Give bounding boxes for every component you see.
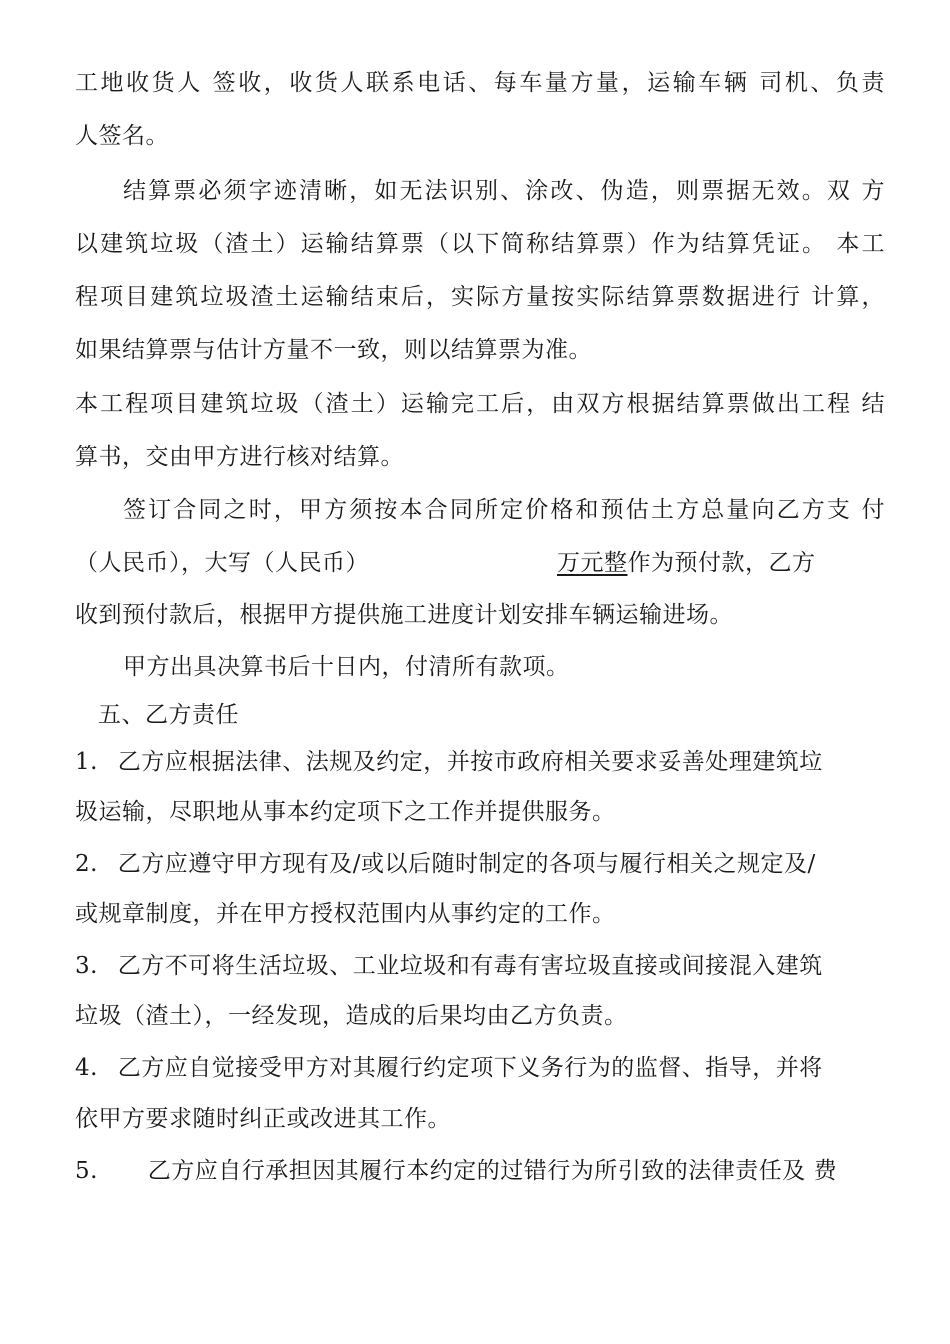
item-number: 4. bbox=[75, 1055, 98, 1081]
paragraph-line: 工地收货人 签收，收货人联系电话、每车量方量，运输车辆 司机、负责 bbox=[75, 70, 885, 96]
paragraph-line: 算书，交由甲方进行核对结算。 bbox=[75, 444, 404, 470]
item-text: 乙方应自觉接受甲方对其履行约定项下义务行为的监督、指导，并将 bbox=[117, 1055, 823, 1081]
item-number: 2. bbox=[75, 851, 98, 877]
list-item bbox=[75, 951, 855, 981]
paragraph-line: 以建筑垃圾（渣土）运输结算票（以下简称结算票）作为结算凭证。 本工 bbox=[75, 231, 885, 257]
paragraph-line: 签订合同之时，甲方须按本合同所定价格和预估土方总量向乙方支 付 bbox=[123, 497, 885, 523]
paragraph-line: 本工程项目建筑垃圾（渣土）运输完工后，由双方根据结算票做出工程 结 bbox=[75, 391, 885, 417]
list-item bbox=[75, 1156, 875, 1186]
list-item bbox=[75, 747, 855, 777]
item-number: 3. bbox=[75, 953, 98, 979]
item-text: 乙方应遵守甲方现有及/或以后随时制定的各项与履行相关之规定及/ bbox=[117, 851, 816, 877]
currency-label: （人民币），大写（人民币） bbox=[75, 550, 369, 576]
item-text: 乙方不可将生活垃圾、工业垃圾和有毒有害垃圾直接或间接混入建筑 bbox=[117, 953, 823, 979]
item-text: 乙方应自行承担因其履行本约定的过错行为所引致的法律责任及 费 bbox=[147, 1158, 838, 1184]
paragraph-line: 收到预付款后，根据甲方提供施工进度计划安排车辆运输进场。 bbox=[75, 602, 733, 628]
item-number: 5. bbox=[75, 1158, 98, 1184]
item-number: 1. bbox=[75, 749, 98, 775]
section-heading: 五、乙方责任 bbox=[98, 702, 239, 728]
amount-unit-underlined: 万元整 bbox=[557, 550, 628, 576]
list-item-continuation: 依甲方要求随时纠正或改进其工作。 bbox=[75, 1106, 451, 1132]
paragraph-line: 如果结算票与估计方量不一致，则以结算票为准。 bbox=[75, 337, 592, 363]
list-item-continuation: 垃圾（渣土），一经发现，造成的后果均由乙方负责。 bbox=[75, 1003, 628, 1029]
list-item bbox=[75, 1053, 855, 1083]
prepayment-text: 作为预付款，乙方 bbox=[627, 550, 816, 576]
paragraph-line: 程项目建筑垃圾渣土运输结束后，实际方量按实际结算票数据进行 计算， bbox=[75, 284, 885, 310]
list-item bbox=[75, 849, 855, 879]
paragraph-line: 人签名。 bbox=[75, 123, 169, 149]
paragraph-line: 甲方出具决算书后十日内，付清所有款项。 bbox=[123, 654, 570, 680]
paragraph-line bbox=[75, 548, 855, 578]
item-text: 乙方应根据法律、法规及约定，并按市政府相关要求妥善处理建筑垃 bbox=[117, 749, 823, 775]
paragraph-line: 结算票必须字迹清晰，如无法识别、涂改、伪造，则票据无效。双 方 bbox=[123, 178, 885, 204]
list-item-continuation: 圾运输，尽职地从事本约定项下之工作并提供服务。 bbox=[75, 799, 616, 825]
list-item-continuation: 或规章制度，并在甲方授权范围内从事约定的工作。 bbox=[75, 901, 616, 927]
